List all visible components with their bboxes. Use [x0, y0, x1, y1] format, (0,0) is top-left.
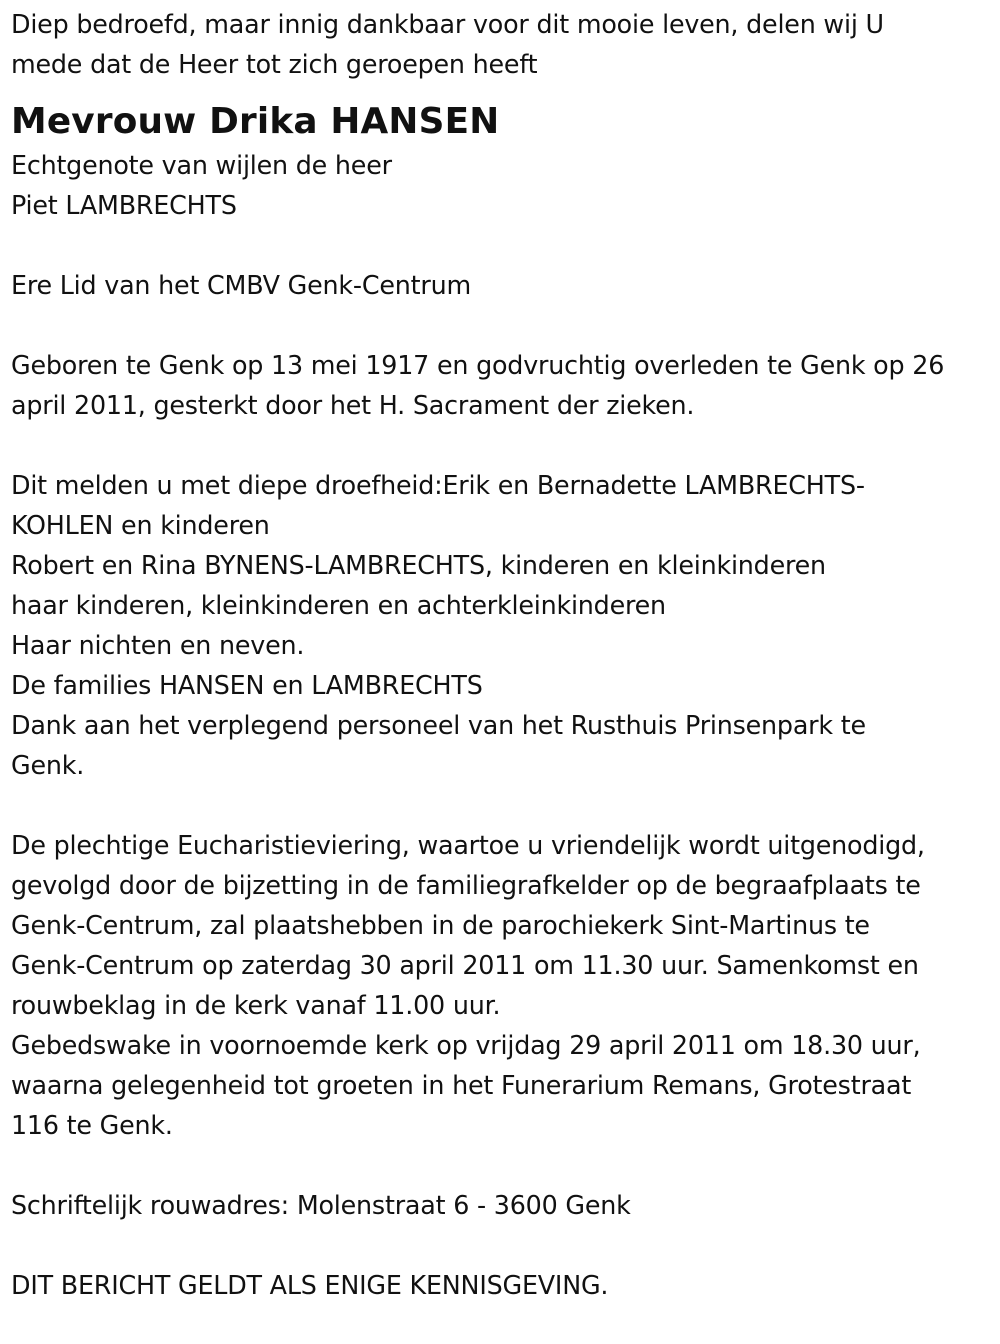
mourners-line: Robert en Rina BYNENS-LAMBRECHTS, kinderen en kleinkinderen	[11, 550, 826, 580]
ceremony-line: De plechtige Eucharistieviering, waartoe u vriendelijk wordt uitgenodigd,	[11, 830, 925, 860]
spouse-paragraph	[11, 145, 996, 225]
address-line: Schriftelijk rouwadres: Molenstraat 6 - 3600 Genk	[11, 1190, 631, 1220]
ceremony-line: waarna gelegenheid tot groeten in het Funerarium Remans, Grotestraat	[11, 1070, 912, 1100]
ceremony-line: Gebedswake in voornoemde kerk op vrijdag 29 april 2011 om 18.30 uur,	[11, 1030, 921, 1060]
birth-death-line: Geboren te Genk op 13 mei 1917 en godvruchtig overleden te Genk op 26	[11, 350, 945, 380]
mourners-paragraph	[11, 465, 996, 785]
ceremony-line: rouwbeklag in de kerk vanaf 11.00 uur.	[11, 990, 501, 1020]
birth-death-line: april 2011, gesterkt door het H. Sacrament der zieken.	[11, 390, 695, 420]
intro-paragraph	[11, 4, 996, 84]
mourners-line: Dit melden u met diepe droefheid:Erik en Bernadette LAMBRECHTS-	[11, 470, 865, 500]
ceremony-line: Genk-Centrum op zaterdag 30 april 2011 om 11.30 uur. Samenkomst en	[11, 950, 919, 980]
intro-line: mede dat de Heer tot zich geroepen heeft	[11, 49, 538, 79]
ceremony-line: 116 te Genk.	[11, 1110, 173, 1140]
notice-line: DIT BERICHT GELDT ALS ENIGE KENNISGEVING.	[11, 1270, 609, 1300]
spouse-line: Piet LAMBRECHTS	[11, 190, 237, 220]
mourners-line: Haar nichten en neven.	[11, 630, 305, 660]
mourners-line: haar kinderen, kleinkinderen en achterkleinkinderen	[11, 590, 666, 620]
birth-death-paragraph	[11, 345, 996, 425]
intro-line: Diep bedroefd, maar innig dankbaar voor dit mooie leven, delen wij U	[11, 9, 884, 39]
ceremony-line: Genk-Centrum, zal plaatshebben in de parochiekerk Sint-Martinus te	[11, 910, 870, 940]
mourners-line: De families HANSEN en LAMBRECHTS	[11, 670, 483, 700]
mourners-line: KOHLEN en kinderen	[11, 510, 270, 540]
ceremony-paragraph	[11, 825, 996, 1145]
ceremony-line: gevolgd door de bijzetting in de familiegrafkelder op de begraafplaats te	[11, 870, 921, 900]
mourners-line: Genk.	[11, 750, 85, 780]
mourners-line: Dank aan het verplegend personeel van het Rusthuis Prinsenpark te	[11, 710, 866, 740]
membership-line: Ere Lid van het CMBV Genk-Centrum	[11, 270, 471, 300]
spouse-line: Echtgenote van wijlen de heer	[11, 150, 392, 180]
obituary-document	[11, 4, 996, 1305]
deceased-name: Mevrouw Drika HANSEN	[11, 101, 500, 142]
